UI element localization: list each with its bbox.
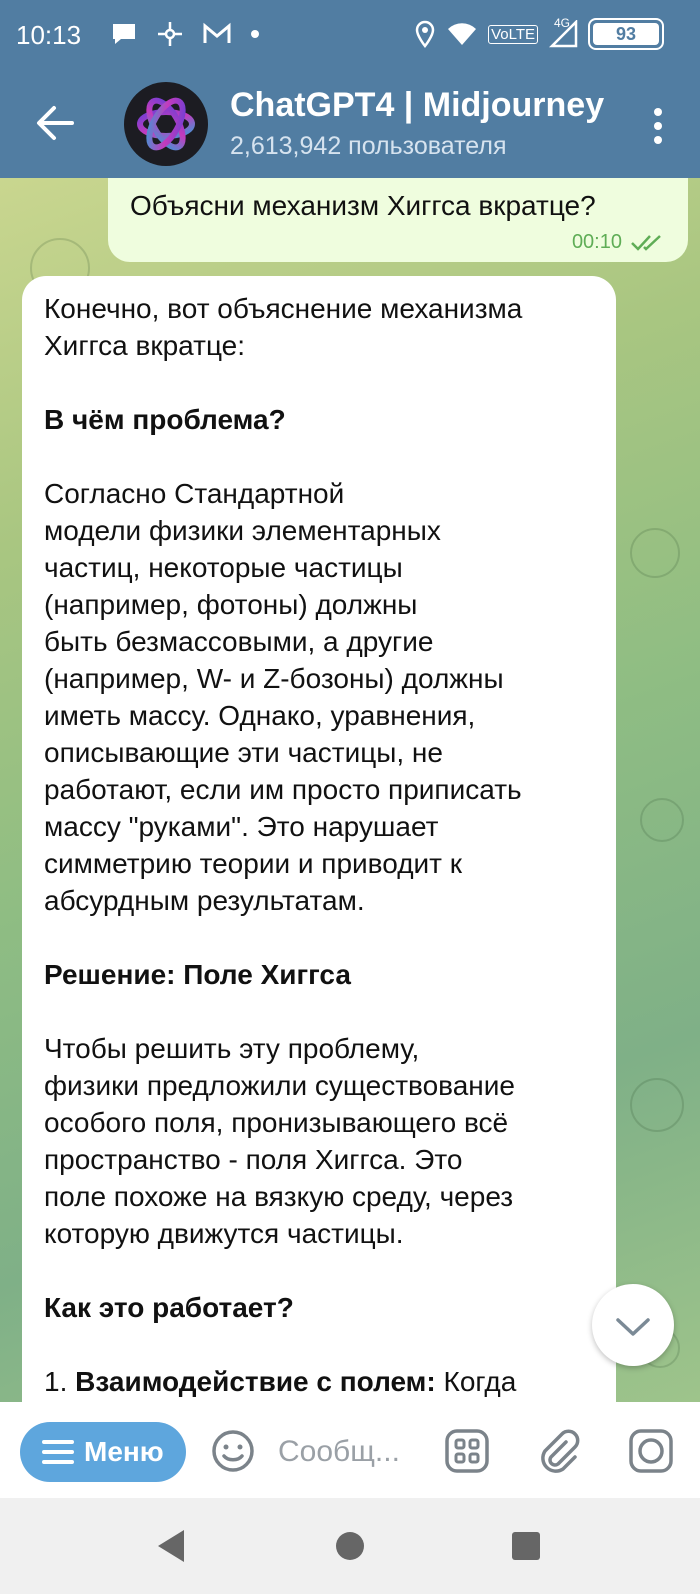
message-line: массу "руками". Это нарушает [44,811,439,842]
background-doodle [640,798,684,842]
message-line: частиц, некоторые частицы [44,552,403,583]
message-line: симметрию теории и приводит к [44,848,463,879]
chat-title[interactable]: ChatGPT4 | Midjourney [230,86,605,124]
member-count: 2,613,942 пользователя [230,132,507,160]
incoming-message[interactable] [22,276,616,1402]
attach-icon[interactable] [536,1428,582,1474]
battery-level: 93 [615,23,637,44]
message-heading: В чём проблема? [44,404,286,435]
background-doodle [630,528,680,578]
back-arrow-icon[interactable] [32,100,78,146]
fan-icon [156,20,184,48]
double-check-icon [630,234,666,252]
message-line: поле похоже на вязкую среду, через [44,1181,514,1212]
gmail-icon [202,22,232,46]
battery-icon [588,18,664,50]
chat-bubble-icon [110,21,138,47]
network-type: 4G [554,16,571,30]
emoji-icon[interactable] [210,1428,256,1474]
outgoing-message-text: Объясни механизм Хиггса вкратце? [130,190,596,221]
dot-icon [250,29,260,39]
status-bar [0,0,700,70]
list-number: 1. [44,1366,76,1397]
message-line: модели физики элементарных [44,515,441,546]
chat-area[interactable] [0,178,700,1402]
message-input-bar [0,1402,700,1498]
system-nav-bar [0,1498,700,1594]
openai-logo-icon [124,82,208,166]
network-label: VoLTE [488,25,538,44]
bot-commands-icon[interactable] [444,1428,490,1474]
message-line: Конечно, вот объяснение механизма [44,293,523,324]
status-time: 10:13 [16,20,82,50]
message-time: 00:10 [571,231,622,253]
message-line: описывающие эти частицы, не [44,737,443,768]
message-line: пространство - поля Хиггса. Это [44,1144,463,1175]
hamburger-icon [42,1439,74,1465]
message-line: иметь массу. Однако, уравнения, [44,700,476,731]
location-icon [414,20,436,48]
message-line: физики предложили существование [44,1070,515,1101]
chat-header [0,70,700,178]
message-line: работают, если им просто приписать [44,774,522,805]
list-item-title: Взаимодействие с полем: [75,1366,436,1397]
menu-button-label: Меню [84,1436,164,1467]
message-line: которую движутся частицы. [44,1218,404,1249]
list-item [44,1363,594,1400]
nav-recents-icon[interactable] [510,1528,542,1564]
scroll-down-button[interactable] [592,1284,674,1366]
chat-avatar[interactable] [124,82,208,166]
wifi-icon [446,21,478,47]
outgoing-message[interactable] [108,178,688,262]
signal-icon [548,16,578,48]
message-line: абсурдным результатам. [44,885,365,916]
nav-back-icon[interactable] [156,1528,186,1564]
message-heading: Решение: Поле Хиггса [44,959,351,990]
more-options-icon[interactable] [652,106,664,146]
chevron-down-icon [592,1284,674,1366]
message-line: быть безмассовыми, а другие [44,626,434,657]
background-doodle [630,1078,684,1132]
message-line: Хиггса вкратце: [44,330,246,361]
message-input[interactable] [278,1430,428,1474]
message-line: Чтобы решить эту проблему, [44,1033,420,1064]
list-item-text: Когда [435,1366,517,1397]
message-line: особого поля, пронизывающего всё [44,1107,509,1138]
message-line: (например, W- и Z-бозоны) должны [44,663,504,694]
menu-button[interactable] [20,1422,186,1482]
nav-home-icon[interactable] [334,1528,366,1564]
camera-icon[interactable] [628,1428,674,1474]
message-line: Согласно Стандартной [44,478,345,509]
message-heading: Как это работает? [44,1292,294,1323]
message-line: (например, фотоны) должны [44,589,418,620]
